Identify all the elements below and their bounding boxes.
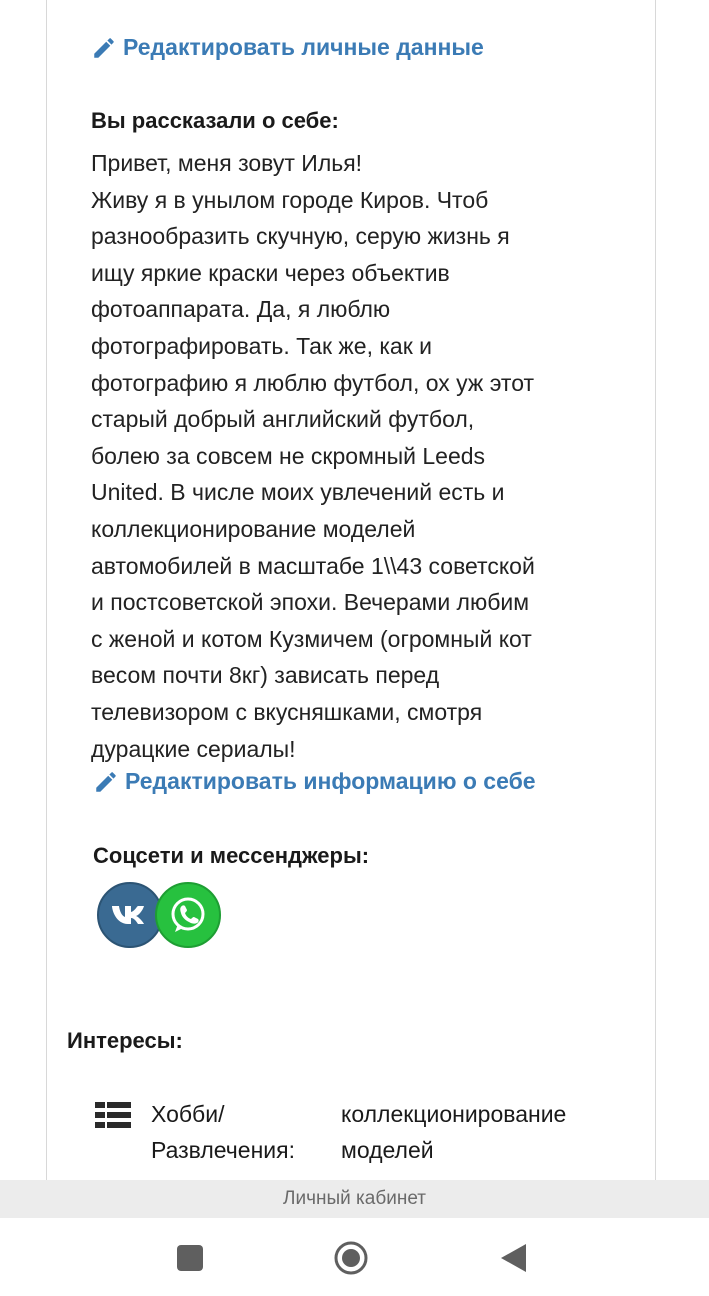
interest-label: Хобби/ Развлечения: xyxy=(151,1101,295,1163)
edit-about-link[interactable] xyxy=(93,768,536,795)
personal-cabinet-label: Личный кабинет xyxy=(283,1188,426,1209)
whatsapp-icon[interactable] xyxy=(155,882,221,948)
interest-value: коллекционирование моделей xyxy=(341,1101,567,1163)
home-icon[interactable] xyxy=(333,1240,369,1276)
pencil-icon xyxy=(93,769,119,795)
interest-row xyxy=(95,1096,655,1180)
edit-personal-data-label: Редактировать личные данные xyxy=(123,34,484,60)
list-icon xyxy=(95,1102,131,1128)
recent-apps-icon[interactable] xyxy=(172,1240,208,1276)
edit-personal-data-link[interactable] xyxy=(91,34,484,61)
back-icon[interactable] xyxy=(495,1240,531,1276)
profile-card xyxy=(46,0,656,1180)
social-title: Соцсети и мессенджеры: xyxy=(93,843,370,868)
interests-title: Интересы: xyxy=(67,1028,183,1053)
system-nav-bar xyxy=(0,1218,709,1296)
personal-cabinet-tab[interactable] xyxy=(0,1180,709,1218)
about-text: Привет, меня зовут Илья! Живу я в унылом городе Киров. Чтоб разнообразить скучную, серую жизнь я ищу яркие краски через объектив фотоаппарата. Да, я люблю фотографировать. Так же, как и фотографию я люблю футбол, ох уж этот старый добрый английский футбол, болею за совсем не скромный Leeds United. В числе моих увлечений есть и коллекционирование моделей автомобилей в масштабе 1\\43 советской и постсоветской эпохи. Вечерами любим с женой и котом Кузмичем (огромный кот весом почти 8кг) зависать перед телевизором с вкусняшками, смотря дурацкие сериалы! xyxy=(91,150,535,762)
edit-about-label: Редактировать информацию о себе xyxy=(125,768,536,794)
social-icons xyxy=(97,882,237,952)
pencil-icon xyxy=(91,35,117,61)
vk-icon[interactable] xyxy=(97,882,163,948)
about-title: Вы рассказали о себе: xyxy=(91,108,339,133)
